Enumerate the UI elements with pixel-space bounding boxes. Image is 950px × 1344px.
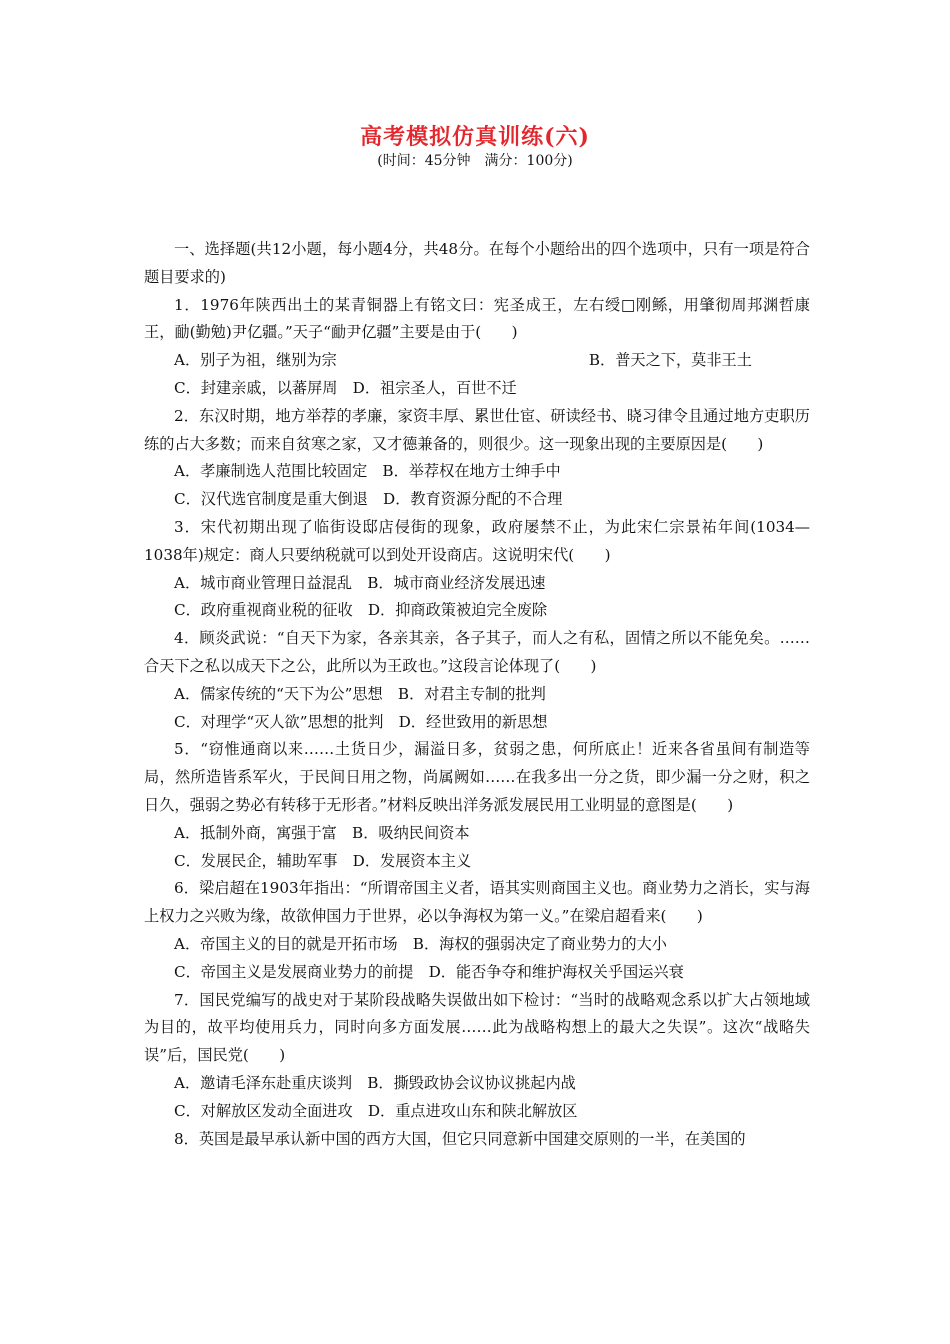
question-stem: 8．英国是最早承认新中国的西方大国，但它只同意新中国建交原则的一半，在美国的 — [174, 1129, 746, 1148]
question-options-row: A．孝廉制选人范围比较固定 B．举荐权在地方士绅手中 — [174, 462, 561, 481]
question-2 — [144, 403, 810, 514]
question-options-row: C．封建亲戚，以蕃屏周 D．祖宗圣人，百世不迁 — [174, 378, 517, 397]
question-options-row: A．抵制外商，寓强于富 B．吸纳民间资本 — [174, 823, 470, 842]
question-stem: 4．顾炎武说：“自天下为家，各亲其亲，各子其子，而人之有私，固情之所以不能免矣。……合天下之私以成天下之公，此所以为王政也。”这段言论体现了( ) — [144, 629, 810, 675]
option-b: B．普天之下，莫非王土 — [588, 351, 752, 370]
question-3 — [144, 514, 810, 625]
question-options-row: C．政府重视商业税的征收 D．抑商政策被迫完全废除 — [174, 601, 548, 620]
question-stem: 3．宋代初期出现了临街设邸店侵街的现象，政府屡禁不止，为此宋仁宗景祐年间(1034—1038年)规定：商人只要纳税就可以到处开设商店。这说明宋代( ) — [144, 517, 810, 564]
question-options-row: C．帝国主义是发展商业势力的前提 D．能否争夺和维护海权关乎国运兴衰 — [174, 962, 684, 981]
exam-content — [144, 236, 810, 1153]
question-options-row — [144, 347, 810, 375]
question-stem: 7．国民党编写的战史对于某阶段战略失误做出如下检讨：“当时的战略观念系以扩大占领地域为目的，故平均使用兵力，同时向多方面发展……此为战略构想上的最大之失误”。这次“战略失误”后，国民党( ) — [144, 990, 810, 1065]
question-options-row: A．帝国主义的目的就是开拓市场 B．海权的强弱决定了商业势力的大小 — [174, 934, 667, 953]
question-stem: 5．“窃惟通商以来……土货日少，漏溢日多，贫弱之患，何所底止！近来各省虽间有制造等局，然所造皆系军火，于民间日用之物，尚属阙如……在我多出一分之货，即少漏一分之财，积之日久，强弱之势必有转移于无形者。”材料反映出洋务派发展民用工业明显的意图是( ) — [144, 740, 810, 814]
exam-time-score: (时间：45分钟 满分：100分) — [377, 153, 573, 169]
question-stem: 6．梁启超在1903年指出：“所谓帝国主义者，语其实则商国主义也。商业势力之消长，实与海上权力之兴败为缘，故欲伸国力于世界，必以争海权为第一义。”在梁启超看来( ) — [144, 879, 810, 926]
question-options-row: C．对理学“灭人欲”思想的批判 D．经世致用的新思想 — [174, 712, 548, 731]
question-7 — [144, 987, 810, 1126]
question-4 — [144, 625, 810, 736]
question-options-row: C．发展民企，辅助军事 D．发展资本主义 — [174, 851, 472, 870]
question-options-row: A．城市商业管理日益混乱 B．城市商业经济发展迅速 — [174, 573, 546, 592]
question-1 — [144, 292, 810, 403]
question-6 — [144, 875, 810, 986]
question-options-row: A．邀请毛泽东赴重庆谈判 B．撕毁政协会议协议挑起内战 — [174, 1073, 576, 1092]
question-options-row: C．对解放区发动全面进攻 D．重点进攻山东和陕北解放区 — [174, 1101, 578, 1120]
page-title: 高考模拟仿真训练(六) — [360, 124, 590, 150]
question-options-row: C．汉代选官制度是重大倒退 D．教育资源分配的不合理 — [174, 490, 563, 509]
question-stem: 1．1976年陕西出土的某青铜器上有铭文曰：宪圣成王，左右绶□刚鲧，用肇彻周邦渊哲康王，勔(勤勉)尹亿疆。”天子“勔尹亿疆”主要是由于( ) — [144, 295, 810, 342]
question-stem: 2．东汉时期，地方举荐的孝廉，家资丰厚、累世仕宦、研读经书、晓习律令且通过地方吏职历练的占大多数；而来自贫寒之家，又才德兼备的，则很少。这一现象出现的主要原因是( ) — [144, 406, 810, 453]
option-a: A．别子为祖，继别为宗 — [174, 351, 337, 370]
question-options-row: A．儒家传统的“天下为公”思想 B．对君主专制的批判 — [174, 684, 546, 703]
section-heading: 一、选择题(共12小题，每小题4分，共48分。在每个小题给出的四个选项中，只有一项是符合题目要求的) — [144, 240, 810, 286]
question-8 — [144, 1126, 810, 1154]
question-5 — [144, 736, 810, 875]
